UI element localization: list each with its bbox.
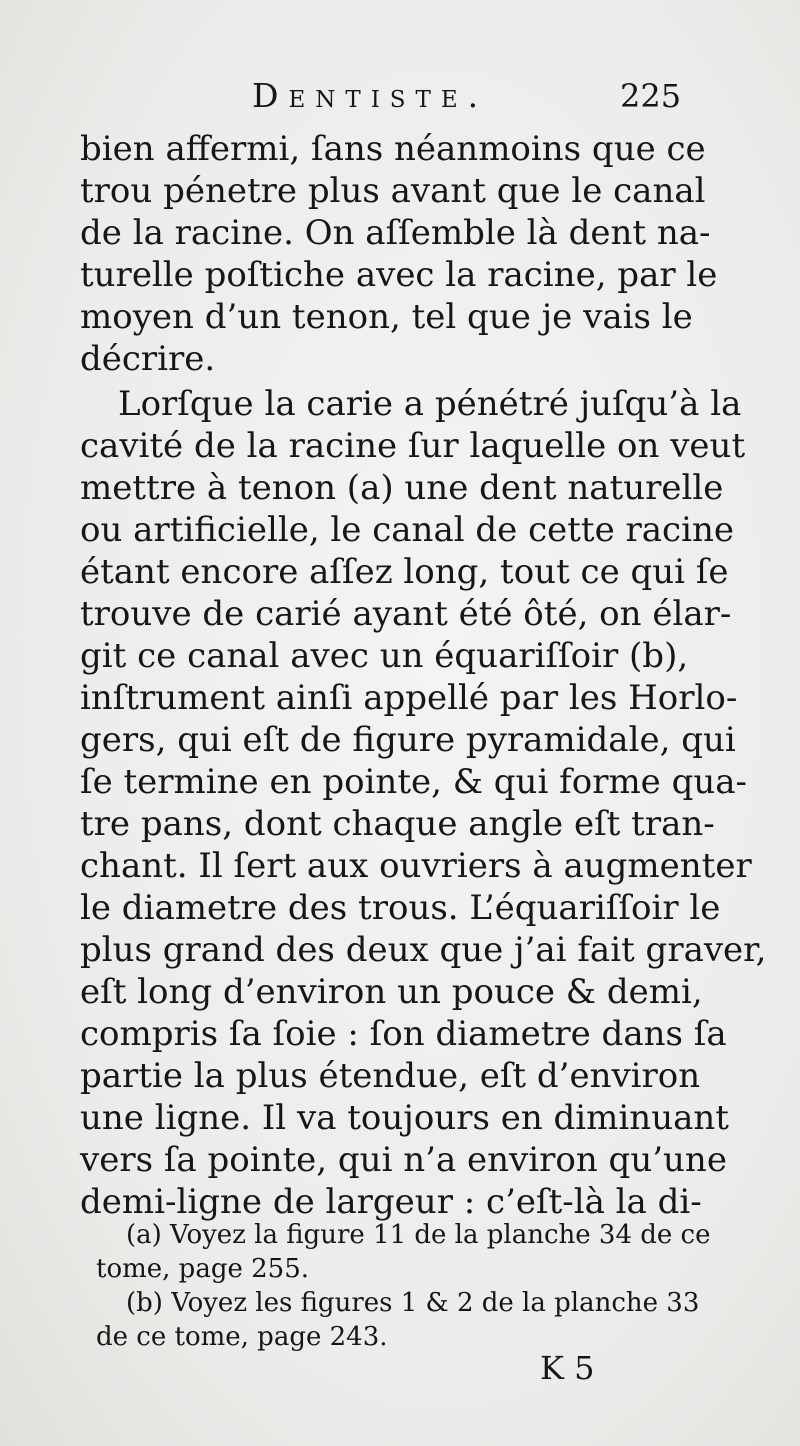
body-line: trouve de carié ayant été ôté, on élar- [80,594,732,634]
body-line: tre pans, dont chaque angle eſt tran- [80,804,715,844]
body-line: plus grand des deux que j’ai fait graver, [80,930,767,970]
page-number: 225 [620,77,682,115]
body-line: compris ſa ſoie : ſon diametre dans ſa [80,1014,727,1054]
body-line: demi-ligne de largeur : c’eſt-là la di- [80,1182,702,1222]
body-line: vers ſa pointe, qui n’a environ qu’une [80,1140,727,1180]
body-line: cavité de la racine ſur laquelle on veut [80,426,746,466]
body-line: chant. Il ſert aux ouvriers à augmenter [80,846,752,886]
body-line: inſtrument ainſi appellé par les Horlo- [80,678,738,718]
body-line: turelle poſtiche avec la racine, par le [80,255,718,295]
body-line: Lorſque la carie a pénétré juſqu’à la [118,384,742,424]
body-line: partie la plus étendue, eſt d’environ [80,1056,701,1096]
signature-mark: K 5 [540,1349,595,1387]
body-line: gers, qui eſt de figure pyramidale, qui [80,720,736,760]
body-line: ſe termine en pointe, & qui forme qua- [80,762,748,802]
body-line: le diametre des trous. L’équariſſoir le [80,888,721,928]
footnote-line: (b) Voyez les figures 1 & 2 de la planche 33 [126,1288,700,1318]
body-line: git ce canal avec un équariſſoir (b), [80,636,689,676]
body-line: trou pénetre plus avant que le canal [80,171,706,211]
body-line: de la racine. On aſſemble là dent na- [80,213,711,253]
body-line: moyen d’un tenon, tel que je vais le [80,297,693,337]
body-line: une ligne. Il va toujours en diminuant [80,1098,729,1138]
body-line: eſt long d’environ un pouce & demi, [80,972,703,1012]
body-line: bien affermi, ſans néanmoins que ce [80,129,706,169]
body-line: décrire. [80,339,216,379]
running-title: Dentiste. [252,76,489,115]
footnote-line: (a) Voyez la figure 11 de la planche 34 de ce [126,1220,711,1250]
page-header [0,76,800,116]
body-line: étant encore aſſez long, tout ce qui ſe [80,552,729,592]
body-line: mettre à tenon (a) une dent naturelle [80,468,724,508]
footnote-line: tome, page 255. [96,1254,310,1284]
footnote-line: de ce tome, page 243. [96,1322,388,1352]
body-line: ou artificielle, le canal de cette racine [80,510,734,550]
